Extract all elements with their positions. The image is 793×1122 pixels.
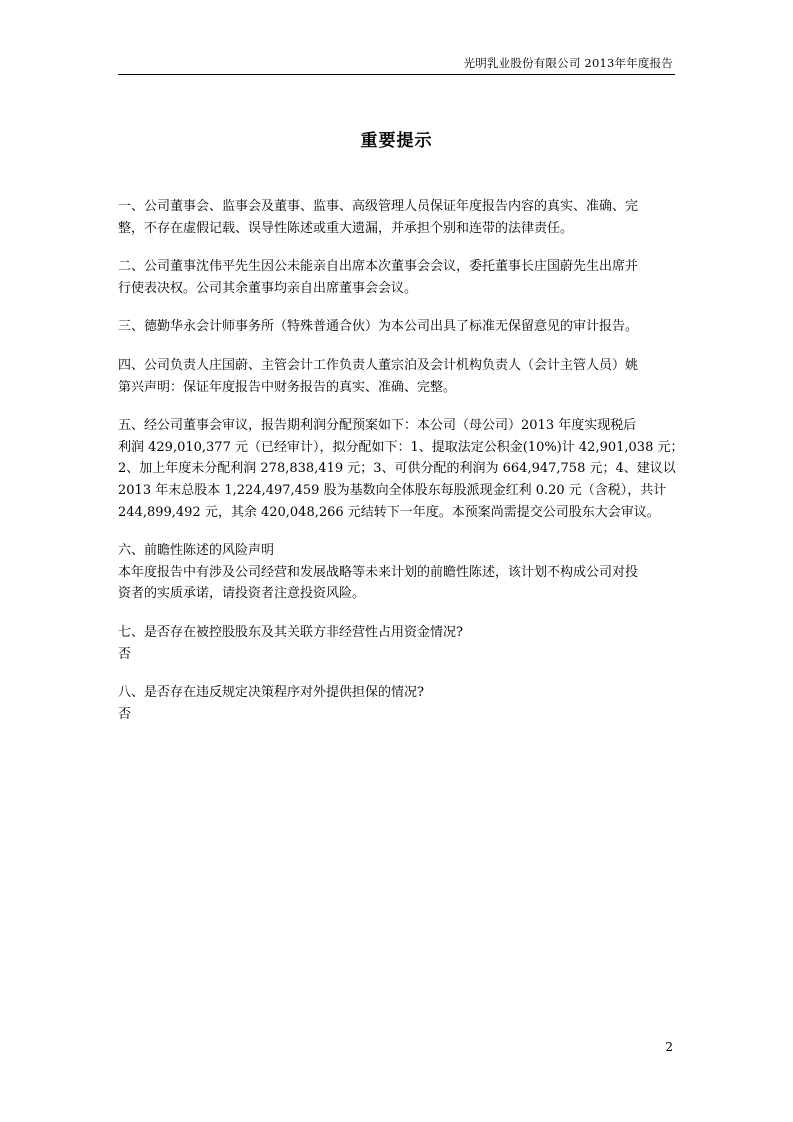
text-line: 七、是否存在被控股股东及其关联方非经营性占用资金情况? — [118, 624, 463, 640]
text-line: 第兴声明：保证年度报告中财务报告的真实、准确、完整。 — [118, 379, 457, 395]
notice-body — [118, 196, 684, 725]
page-number: 2 — [665, 1040, 673, 1054]
text-line: 八、是否存在违反规定决策程序对外提供担保的情况? — [118, 685, 424, 701]
answer-line: 否 — [118, 646, 132, 662]
notice-section-1 — [118, 196, 678, 239]
text-line: 二、公司董事沈伟平先生因公未能亲自出席本次董事会会议，委托董事长庄国蔚先生出席并 — [118, 259, 639, 275]
header-divider — [118, 74, 675, 75]
notice-section-8 — [118, 682, 678, 725]
notice-section-2 — [118, 256, 678, 299]
notice-section-6 — [118, 540, 678, 605]
notice-section-4 — [118, 355, 678, 398]
notice-section-3 — [118, 316, 678, 338]
text-line: 六、前瞻性陈述的风险声明 — [118, 543, 275, 559]
text-line: 2、加上年度未分配利润 278,838,419 元；3、可供分配的利润为 664,947,758 元；4、建议以 — [118, 461, 676, 477]
text-line: 行使表决权。公司其余董事均亲自出席董事会会议。 — [118, 280, 418, 296]
text-line: 一、公司董事会、监事会及董事、监事、高级管理人员保证年度报告内容的真实、准确、完 — [118, 199, 639, 214]
text-line: 本年度报告中有涉及公司经营和发展战略等未来计划的前瞻性陈述，该计划不构成公司对投 — [118, 564, 639, 580]
text-line: 244,899,492 元，其余 420,048,266 元结转下一年度。本预案尚需提交公司股东大会审议。 — [118, 504, 660, 520]
answer-line: 否 — [118, 706, 132, 722]
text-line: 四、公司负责人庄国蔚、主管会计工作负责人董宗泊及会计机构负责人（会计主管人员）姚 — [118, 357, 639, 373]
text-line: 资者的实质承诺，请投资者注意投资风险。 — [118, 586, 366, 602]
page-header: 光明乳业股份有限公司 2013年年度报告 — [463, 56, 673, 70]
text-line: 五、经公司董事会审议，报告期利润分配预案如下：本公司（母公司）2013 年度实现税后 — [118, 418, 637, 434]
notice-section-5 — [118, 415, 684, 523]
text-line: 2013 年末总股本 1,224,497,459 股为基数向全体股东每股派现金红利 0.20 元（含税），共计 — [118, 482, 667, 498]
text-line: 利润 429,010,377 元（已经审计），拟分配如下：1、提取法定公积金(10%)计 42,901,038 元； — [118, 439, 684, 455]
notice-section-7 — [118, 622, 678, 665]
page-title: 重要提示 — [360, 131, 433, 151]
text-line: 整，不存在虚假记载、误导性陈述或重大遗漏，并承担个别和连带的法律责任。 — [118, 220, 574, 236]
text-line: 三、德勤华永会计师事务所（特殊普通合伙）为本公司出具了标准无保留意见的审计报告。 — [118, 319, 639, 335]
